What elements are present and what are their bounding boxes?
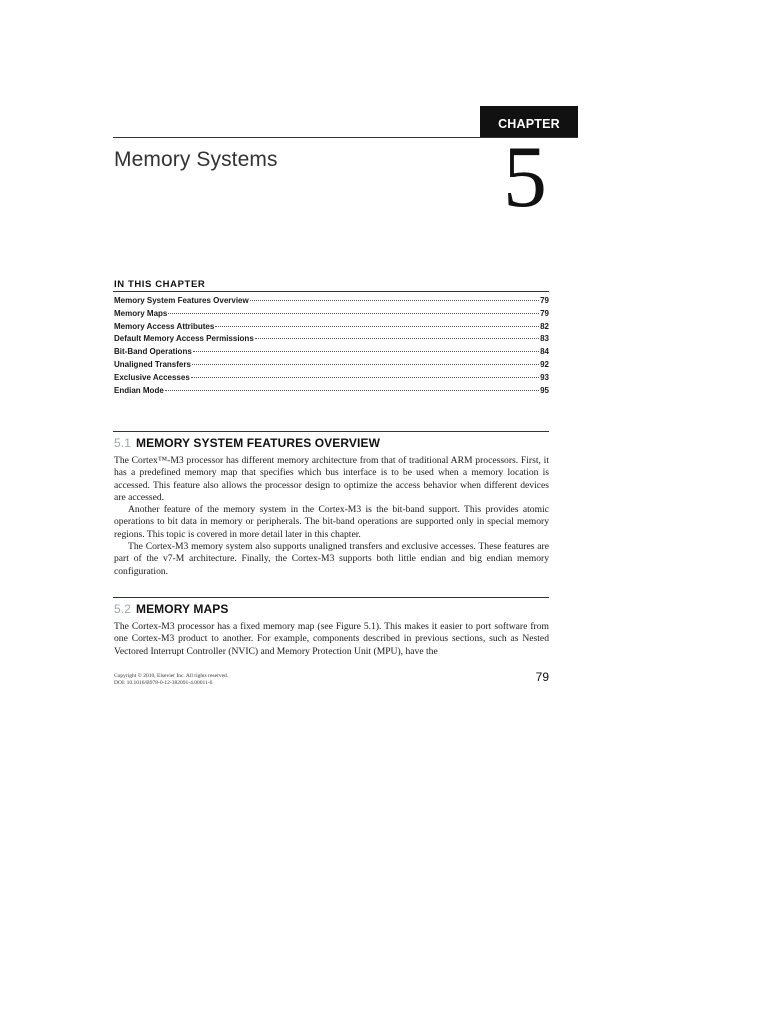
copyright-line: Copyright © 2010, Elsevier Inc. All rights reserved.	[114, 673, 229, 679]
toc-leader-dots	[193, 351, 539, 352]
paragraph: The Cortex™-M3 processor has different memory architecture from that of traditional ARM processors. First, it has a predefined memory map that specifies which bus interface is to be used when a memory location is accessed. This feature also allows the processor design to optimize the access behavior when different devices are accessed.	[114, 455, 549, 503]
toc-item[interactable]	[114, 309, 549, 322]
toc-item[interactable]	[114, 373, 549, 386]
section-body	[114, 455, 549, 578]
section-rule	[113, 597, 549, 598]
chapter-title: Memory Systems	[114, 148, 278, 171]
toc-item-page: 79	[540, 308, 549, 318]
toc-item-label: Exclusive Accesses	[114, 372, 190, 382]
section-rule	[113, 431, 549, 432]
toc-leader-dots	[192, 364, 539, 365]
toc-item[interactable]	[114, 347, 549, 360]
toc-item-page: 79	[540, 296, 549, 305]
doi-line: DOI: 10.1016/B978-0-12-382091-4.00011-6	[114, 680, 213, 686]
toc-leader-dots	[215, 326, 539, 327]
section-number: 5.1	[114, 436, 131, 450]
toc-item-page: 83	[540, 334, 549, 344]
toc-item-label: Default Memory Access Permissions	[114, 334, 254, 344]
toc-item-label: Memory System Features Overview	[114, 296, 249, 305]
toc-item[interactable]	[114, 334, 549, 347]
toc-item-label: Bit-Band Operations	[114, 347, 192, 357]
toc-item-page: 95	[540, 385, 549, 395]
section-heading	[114, 436, 380, 450]
toc-item-label: Memory Access Attributes	[114, 321, 215, 331]
page-number: 79	[535, 670, 549, 684]
footer-copyright	[114, 673, 228, 687]
paragraph: The Cortex-M3 memory system also supports unaligned transfers and exclusive accesses. These features are part of the v7-M architecture. Finally, the Cortex-M3 supports both little endian and big endian memory configuration.	[114, 541, 549, 577]
toc-item[interactable]	[114, 386, 549, 399]
section-number: 5.2	[114, 602, 131, 616]
toc-item[interactable]	[114, 360, 549, 373]
toc-leader-dots	[255, 338, 539, 339]
toc-item-page: 82	[540, 321, 549, 331]
toc-item[interactable]	[114, 322, 549, 335]
chapter-number: 5	[503, 129, 547, 226]
toc-leader-dots	[250, 300, 539, 301]
toc-rule	[113, 291, 549, 292]
chapter-tab: CHAPTER	[480, 106, 578, 138]
section-heading	[114, 602, 228, 616]
toc-leader-dots	[168, 313, 539, 314]
toc-item-label: Endian Mode	[114, 385, 164, 395]
toc-item-page: 93	[540, 372, 549, 382]
section-body	[114, 621, 549, 658]
section-title: MEMORY MAPS	[135, 602, 229, 616]
toc-item-label: Memory Maps	[114, 308, 168, 318]
section-title: MEMORY SYSTEM FEATURES OVERVIEW	[135, 436, 381, 450]
toc-item[interactable]	[114, 296, 549, 309]
toc-leader-dots	[191, 377, 539, 378]
toc-item-page: 92	[540, 359, 549, 369]
toc-list	[114, 296, 549, 398]
paragraph: Another feature of the memory system in the Cortex-M3 is the bit-band support. This provides atomic operations to bit data in memory or peripherals. The bit-band operations are supported only in special memory regions. This topic is covered in more detail later in this chapter.	[114, 504, 549, 540]
paragraph: The Cortex-M3 processor has a fixed memory map (see Figure 5.1). This makes it easier to port software from one Cortex-M3 product to another. For example, components described in previous sections, such as Nested Vectored Interrupt Controller (NVIC) and Memory Protection Unit (MPU), have the	[114, 621, 549, 657]
toc-heading: IN THIS CHAPTER	[114, 279, 206, 290]
toc-item-page: 84	[540, 347, 549, 357]
toc-leader-dots	[165, 390, 539, 391]
toc-item-label: Unaligned Transfers	[114, 359, 191, 369]
